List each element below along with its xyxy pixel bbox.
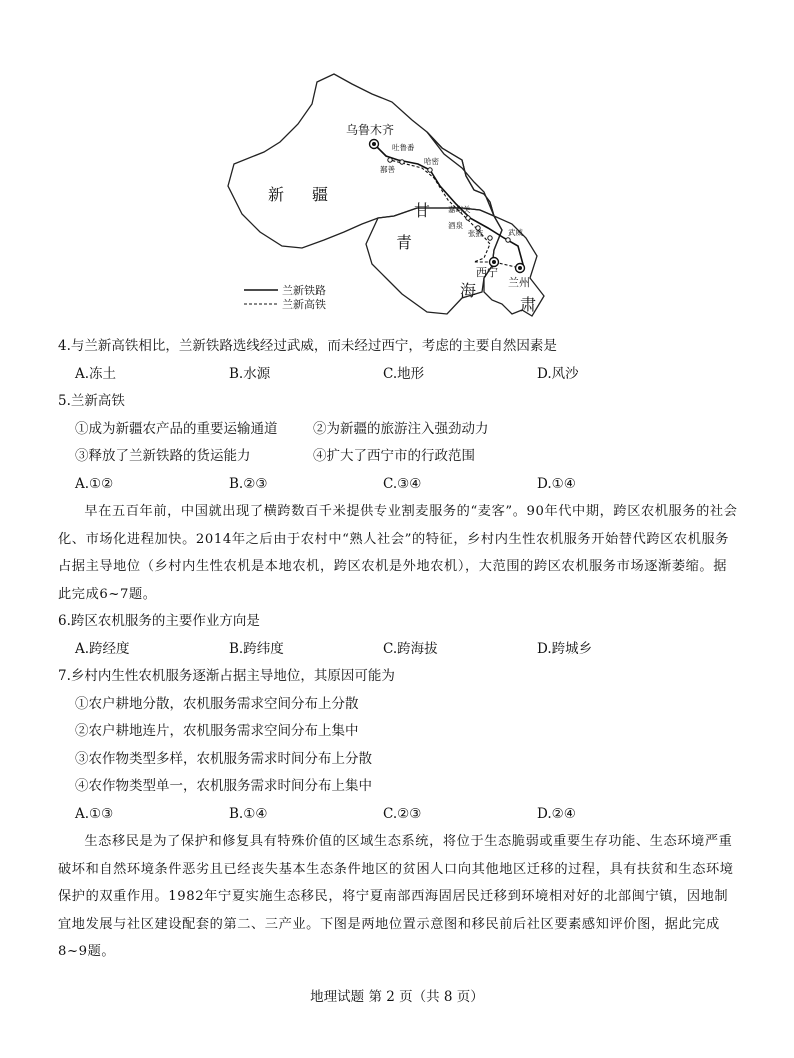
q4-option-d[interactable]: D.风沙: [537, 365, 579, 382]
turpan-marker: [388, 158, 392, 162]
label-hai: 海: [460, 281, 477, 300]
q5-option-b[interactable]: B.②③: [229, 475, 268, 492]
q6-option-b[interactable]: B.跨纬度: [229, 640, 284, 657]
label-wuwei: 武威: [508, 228, 523, 237]
legend-railway-label: 兰新铁路: [282, 284, 326, 297]
label-turpan: 吐鲁番: [392, 143, 415, 152]
q5-item-1: ①成为新疆农产品的重要运输通道: [75, 420, 278, 437]
label-lanzhou: 兰州: [508, 276, 530, 289]
rail-map: [222, 68, 562, 324]
wuwei-marker: [506, 238, 510, 242]
q7-option-a[interactable]: A.①③: [75, 805, 114, 822]
label-jiuquan: 酒泉: [448, 221, 463, 230]
q5-item-4: ④扩大了西宁市的行政范围: [313, 448, 475, 464]
q5-items-row2: [58, 443, 738, 471]
q7-item-1: ①农户耕地分散，农机服务需求空间分布上分散: [75, 695, 359, 712]
label-hami: 哈密: [424, 157, 439, 166]
q4-stem: 4.与兰新高铁相比，兰新铁路选线经过武威，而未经过西宁，考虑的主要自然因素是: [58, 338, 557, 354]
q6-option-a[interactable]: A.跨经度: [75, 640, 130, 657]
q6-option-d[interactable]: D.跨城乡: [537, 640, 593, 657]
q6-options: [58, 636, 738, 664]
q7-item-4: ④农作物类型单一，农机服务需求时间分布上集中: [75, 778, 372, 794]
page-footer: 地理试题 第 2 页（共 8 页）: [310, 989, 484, 1005]
label-xining: 西宁: [476, 266, 498, 279]
passage-8-9: 生态移民是为了保护和修复具有特殊价值的区域生态系统，将位于生态脆弱或重要生存功能、生态环境严重破坏和自然环境条件恶劣且已经丧失基本生态条件地区的贫困人口向其他地区迁移的过程，具有扶贫和生态环境保护的双重作用。1982年宁夏实施生态移民，将宁夏南部西海固居民迁移到环境相对好的北部闽宁镇，因地制宜地发展与社区建设配套的第二、三产业。下图是两地位置示意图和移民前后社区要素感知评价图，据此完成8~9题。: [58, 834, 734, 959]
q5-items-row1: [58, 416, 738, 444]
q7-item-3: ③农作物类型多样，农机服务需求时间分布上分散: [75, 750, 372, 767]
map-svg: [222, 68, 562, 324]
q4-option-b[interactable]: B.水源: [229, 365, 271, 382]
label-su: 肃: [520, 295, 537, 314]
legend-hsr-label: 兰新高铁: [282, 298, 326, 311]
q4-option-c[interactable]: C.地形: [383, 365, 425, 382]
q5-option-a[interactable]: A.①②: [75, 475, 114, 492]
zhangye-marker: [488, 236, 492, 240]
q5-option-d[interactable]: D.①④: [537, 475, 576, 492]
q7-option-b[interactable]: B.①④: [229, 805, 268, 822]
q4-option-a[interactable]: A.冻土: [75, 365, 117, 382]
q7-options: [58, 801, 738, 829]
label-urumqi: 乌鲁木齐: [346, 123, 395, 137]
q5-options: [58, 471, 738, 499]
label-jiayuguan: 嘉峪关: [448, 205, 471, 214]
q7-stem: 7.乡村内生性农机服务逐渐占据主导地位，其原因可能为: [58, 668, 395, 684]
q6-option-c[interactable]: C.跨海拔: [383, 640, 438, 657]
q5-item-2: ②为新疆的旅游注入强劲动力: [313, 420, 489, 437]
jiayuguan-marker: [466, 216, 470, 220]
q7-item-2: ②农户耕地连片，农机服务需求空间分布上集中: [75, 723, 359, 739]
q5-option-c[interactable]: C.③④: [383, 475, 422, 492]
q6-stem: 6.跨区农机服务的主要作业方向是: [58, 613, 260, 629]
question-content: [58, 333, 738, 966]
q7-option-c[interactable]: C.②③: [383, 805, 422, 822]
hami-marker: [428, 168, 432, 172]
q5-item-3: ③释放了兰新铁路的货运能力: [75, 448, 251, 464]
passage-6-7: 早在五百年前，中国就出现了横跨数百千米提供专业割麦服务的“麦客”。90年代中期，跨区农机服务的社会化、市场化进程加快。2014年之后由于农村中“熟人社会”的特征，乡村内生性农机服务开始替代跨区农机服务占据主导地位（乡村内生性农机是本地农机，跨区农机是外地农机），大范围的跨区农机服务市场逐渐萎缩。据此完成6~7题。: [58, 504, 738, 602]
label-gan: 甘: [414, 201, 431, 220]
label-jiang: 疆: [312, 185, 329, 204]
label-qing: 青: [396, 233, 413, 252]
shanshan-marker: [400, 160, 404, 164]
label-shanshan: 鄯善: [380, 165, 395, 174]
q4-options: [58, 361, 738, 389]
label-xin: 新: [268, 185, 285, 204]
label-zhangye: 张掖: [468, 229, 483, 238]
q5-stem: 5.兰新高铁: [58, 393, 125, 409]
q7-option-d[interactable]: D.②④: [537, 805, 576, 822]
